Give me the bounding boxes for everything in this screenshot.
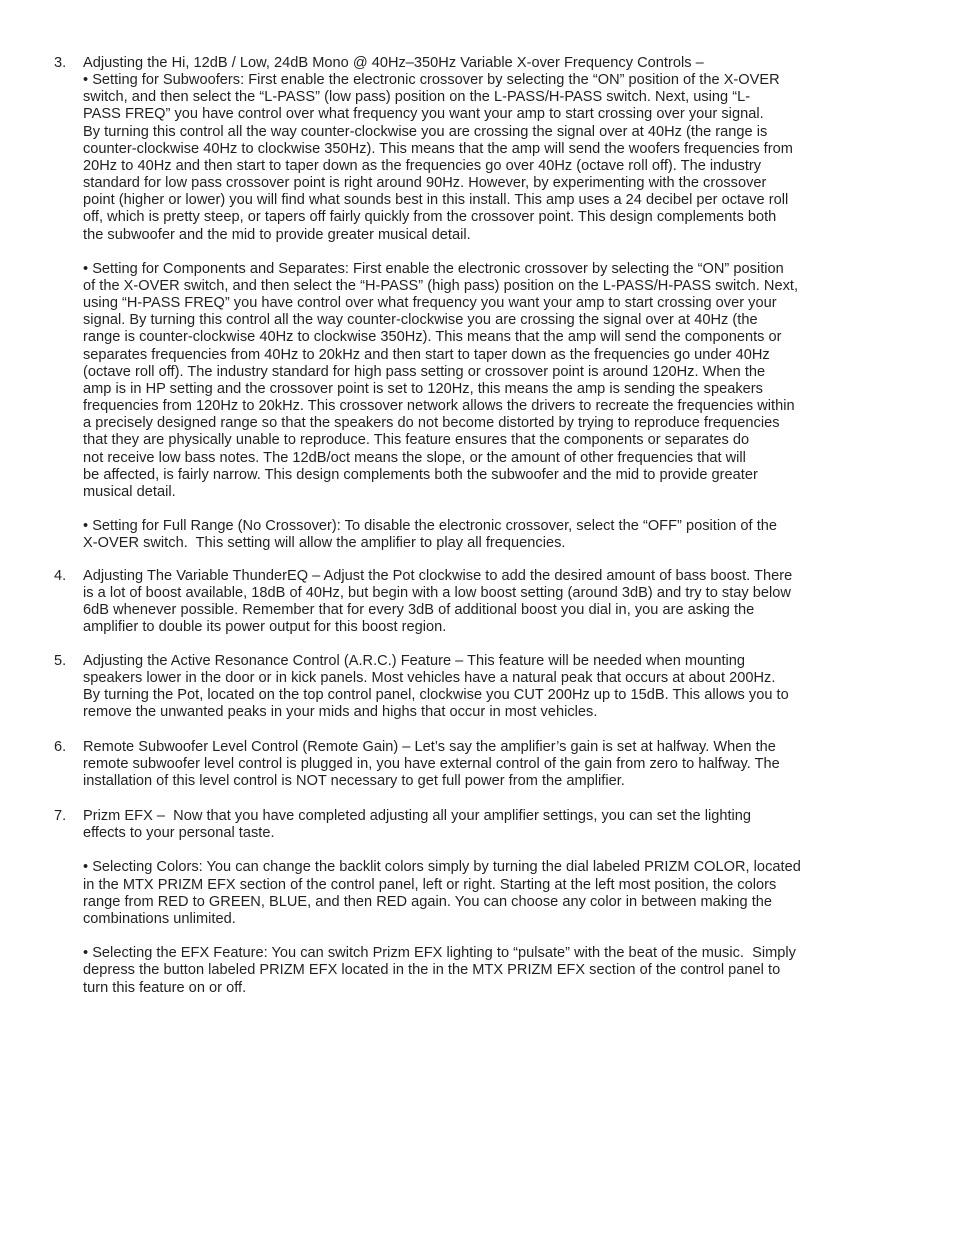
text-line: off, which is pretty steep, or tapers off fairly quickly from the crossover point. This design complements both (83, 209, 777, 226)
paragraph-gap (83, 244, 903, 261)
text-line: amp is in HP setting and the crossover point is set to 120Hz, this means the amp is sending the speakers (83, 380, 763, 397)
paragraph (83, 945, 903, 996)
text-line: remote subwoofer level control is plugged in, you have external control of the gain from zero to halfway. The (83, 756, 780, 773)
text-line: • Setting for Components and Separates: First enable the electronic crossover by selecting the “ON” position (83, 260, 784, 277)
text-line: point (higher or lower) you will find what sounds best in this install. This amp uses a 24 decibel per octave roll (83, 192, 789, 209)
text-line: musical detail. (83, 483, 176, 500)
paragraph-gap (83, 928, 903, 945)
text-line: signal. By turning this control all the way counter-clockwise you are crossing the signal over at 40Hz (the (83, 312, 758, 329)
text-line: range is counter-clockwise 40Hz to clockwise 350Hz). This means that the amp will send the components or (83, 329, 782, 346)
list-item-body (83, 739, 903, 790)
text-line: • Setting for Subwoofers: First enable the electronic crossover by selecting the “ON” position of the X-OVER (83, 72, 780, 89)
paragraph (83, 859, 903, 928)
paragraph (83, 653, 903, 722)
paragraph (83, 55, 903, 244)
paragraph-gap (83, 842, 903, 859)
text-line: installation of this level control is NOT necessary to get full power from the amplifier. (83, 773, 625, 790)
text-line: combinations unlimited. (83, 910, 236, 927)
text-line: a precisely designed range so that the speakers do not become distorted by trying to reproduce frequencies (83, 415, 780, 432)
text-line: using “H-PASS FREQ” you have control over what frequency you want your amp to start crossing over your (83, 295, 777, 312)
text-line: standard for low pass crossover point is right around 90Hz. However, by experimenting with the crossover (83, 175, 767, 192)
text-line: amplifier to double its power output for this boost region. (83, 619, 447, 636)
text-line: 20Hz to 40Hz and then start to taper down as the frequencies go over 40Hz (octave roll off). The industry (83, 157, 762, 174)
text-line: range from RED to GREEN, BLUE, and then RED again. You can choose any color in between making the (83, 893, 773, 910)
text-line: of the X-OVER switch, and then select the “H-PASS” (high pass) position on the L-PASS/H-PASS switch. Next, (83, 278, 799, 295)
text-line: Adjusting the Hi, 12dB / Low, 24dB Mono @ 40Hz–350Hz Variable X-over Frequency Controls – (83, 55, 704, 71)
list-item-body (83, 653, 903, 722)
list-item-number: 4. (54, 568, 67, 584)
text-line: X-OVER switch. This setting will allow the amplifier to play all frequencies. (83, 535, 566, 552)
text-line: Remote Subwoofer Level Control (Remote Gain) – Let’s say the amplifier’s gain is set at halfway. When the (83, 739, 776, 755)
list-item-body (83, 55, 903, 553)
text-line: counter-clockwise 40Hz to clockwise 350Hz). This means that the amp will send the woofers frequencies from (83, 140, 793, 157)
text-line: remove the unwanted peaks in your mids and highs that occur in most vehicles. (83, 704, 598, 721)
text-line: frequencies from 120Hz to 20kHz. This crossover network allows the drivers to recreate the frequencies within (83, 398, 795, 415)
text-line: By turning the Pot, located on the top control panel, clockwise you CUT 200Hz up to 15dB. This allows you to (83, 687, 789, 704)
paragraph (83, 808, 903, 842)
text-line: the subwoofer and the mid to provide greater musical detail. (83, 226, 471, 243)
list-item-body (83, 568, 903, 637)
text-line: not receive low bass notes. The 12dB/oct means the slope, or the amount of other frequencies that will (83, 449, 746, 466)
list-item-body (83, 808, 903, 997)
list-item-number: 5. (54, 653, 67, 669)
text-line: separates frequencies from 40Hz to 20kHz and then start to taper down as the frequencies go under 40Hz (83, 346, 770, 363)
text-line: turn this feature on or off. (83, 979, 247, 996)
text-line: (octave roll off). The industry standard for high pass setting or crossover point is around 120Hz. When the (83, 363, 766, 380)
text-line: that they are physically unable to reproduce. This feature ensures that the components or separates do (83, 432, 750, 449)
text-line: Adjusting The Variable ThunderEQ – Adjust the Pot clockwise to add the desired amount of bass boost. There (83, 568, 793, 584)
text-line: • Setting for Full Range (No Crossover): To disable the electronic crossover, select the “OFF” position of the (83, 518, 778, 535)
list-item-number: 7. (54, 808, 67, 824)
text-line: depress the button labeled PRIZM EFX located in the in the MTX PRIZM EFX section of the control panel to (83, 962, 781, 979)
text-line: • Selecting the EFX Feature: You can switch Prizm EFX lighting to “pulsate” with the beat of the music. Simply (83, 945, 796, 962)
text-line: PASS FREQ” you have control over what frequency you want your amp to start crossing over your signal. (83, 106, 764, 123)
text-line: speakers lower in the door or in kick panels. Most vehicles have a natural peak that occurs at about 200Hz. (83, 670, 776, 687)
text-line: in the MTX PRIZM EFX section of the control panel, left or right. Starting at the left most position, the colors (83, 876, 777, 893)
text-line: be affected, is fairly narrow. This design complements both the subwoofer and the mid to provide greater (83, 466, 758, 483)
text-line: • Selecting Colors: You can change the backlit colors simply by turning the dial labeled PRIZM COLOR, located (83, 859, 801, 876)
text-line: 6dB whenever possible. Remember that for every 3dB of additional boost you dial in, you are asking the (83, 602, 755, 619)
text-line: By turning this control all the way counter-clockwise you are crossing the signal over at 40Hz (the range is (83, 123, 768, 140)
text-line: Prizm EFX – Now that you have completed adjusting all your amplifier settings, you can set the lighting (83, 808, 752, 824)
paragraph (83, 518, 903, 552)
text-line: switch, and then select the “L-PASS” (low pass) position on the L-PASS/H-PASS switch. Next, using “L- (83, 89, 751, 106)
text-line: effects to your personal taste. (83, 825, 275, 842)
text-line: is a lot of boost available, 18dB of 40Hz, but begin with a low boost setting (around 3dB) and try to stay below (83, 585, 791, 602)
list-item-number: 3. (54, 55, 67, 71)
paragraph-gap (83, 501, 903, 518)
paragraph (83, 568, 903, 637)
paragraph (83, 739, 903, 790)
text-line: Adjusting the Active Resonance Control (A.R.C.) Feature – This feature will be needed when mounting (83, 653, 746, 669)
paragraph (83, 261, 903, 501)
list-item-number: 6. (54, 739, 67, 755)
